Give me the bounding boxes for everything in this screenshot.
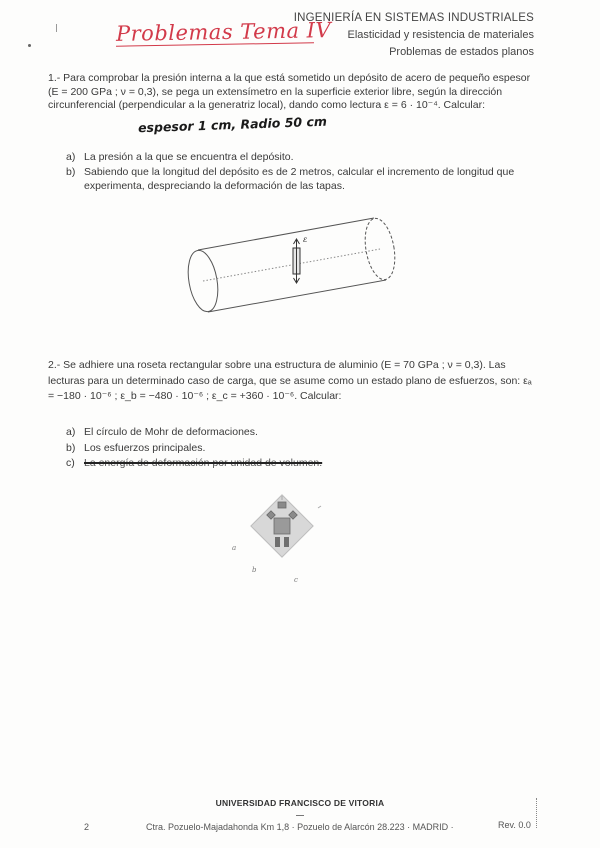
rosette-label-c: c: [294, 576, 298, 584]
strain-gauge: [293, 239, 300, 283]
header-course: Elasticidad y resistencia de materiales: [347, 29, 534, 41]
rosette-label-a: a: [232, 544, 237, 552]
rosette-label-b: b: [252, 566, 257, 574]
strain-rosette-figure: [222, 490, 342, 588]
gauge-c: [278, 502, 286, 508]
question-text: El círculo de Mohr de deformaciones.: [84, 426, 258, 438]
question-label: a): [66, 151, 76, 163]
question-text-struck: La energía de deformación por unidad de volumen.: [84, 457, 323, 469]
question-label: a): [66, 426, 76, 438]
scan-edge-line: [536, 798, 537, 828]
question-label: c): [66, 457, 75, 469]
tank-bottom-edge: [208, 280, 386, 312]
course-header: [294, 10, 534, 61]
rosette-center-pad: [274, 518, 290, 534]
footer-revision: Rev. 0.0: [498, 820, 531, 830]
problem1-statement: 1.- Para comprobar la presión interna a la que está sometido un depósito de acero de pequeño espesor (E = 200 GPa ; ν = 0,3), se pega un extensímetro en la superficie exterior libre, según la dirección circunferencial (perpendicular a la generatriz local), dando como lectura ε = 6 · 10⁻⁴. Calcular:: [48, 72, 531, 111]
problem1-question-b: [66, 165, 536, 193]
question-text: Sabiendo que la longitud del depósito es de 2 metros, calcular el incremento de longitud que experimenta, despreciando la deformación de las tapas.: [84, 166, 515, 192]
cylinder-tank-figure: [176, 210, 406, 322]
footer-divider: [296, 815, 304, 816]
footer-university: UNIVERSIDAD FRANCISCO DE VITORIA: [215, 798, 385, 808]
page-number: 2: [84, 822, 90, 832]
question-label: b): [66, 166, 76, 178]
question-text: Los esfuerzos principales.: [84, 441, 206, 454]
header-topic: Problemas de estados planos: [389, 46, 534, 58]
problem2-question-b: [66, 441, 536, 457]
question-label: b): [66, 441, 76, 454]
problem2-question-c: [66, 456, 536, 472]
tank-top-edge: [198, 218, 374, 250]
scan-speck: [28, 44, 31, 47]
question-text: La presión a la que se encuentra el depósito.: [84, 151, 294, 163]
footer-address: Ctra. Pozuelo-Majadahonda Km 1,8 · Pozuelo de Alarcón 28.223 · MADRID ·: [146, 822, 454, 832]
problem1-handwritten-note: espesor 1 cm, Radio 50 cm: [137, 113, 328, 136]
problem2-questions: [66, 425, 536, 472]
problem1-question-a: [66, 150, 536, 164]
problem2-statement: 2.- Se adhiere una roseta rectangular sobre una estructura de aluminio (E = 70 GPa ; ν = 0,3). Las lecturas para un determinado caso de carga, que se asume como un estado plano de esfuerzos, son: εₐ = −180 · 10⁻⁶ ; ε_b = −480 · 10⁻⁶ ; ε_c = +360 · 10⁻⁶. Calcular:: [48, 359, 532, 402]
handwritten-title: Problemas Tema IV: [115, 18, 332, 46]
scan-mark: [56, 24, 57, 32]
problem2-question-a: [66, 425, 536, 441]
rosette-tick-right: [318, 506, 321, 508]
problem1-questions: [66, 150, 536, 193]
header-program: INGENIERÍA EN SISTEMAS INDUSTRIALES: [293, 12, 534, 24]
strain-label: ε: [303, 235, 308, 244]
tank-generatrix-line: [203, 249, 380, 281]
